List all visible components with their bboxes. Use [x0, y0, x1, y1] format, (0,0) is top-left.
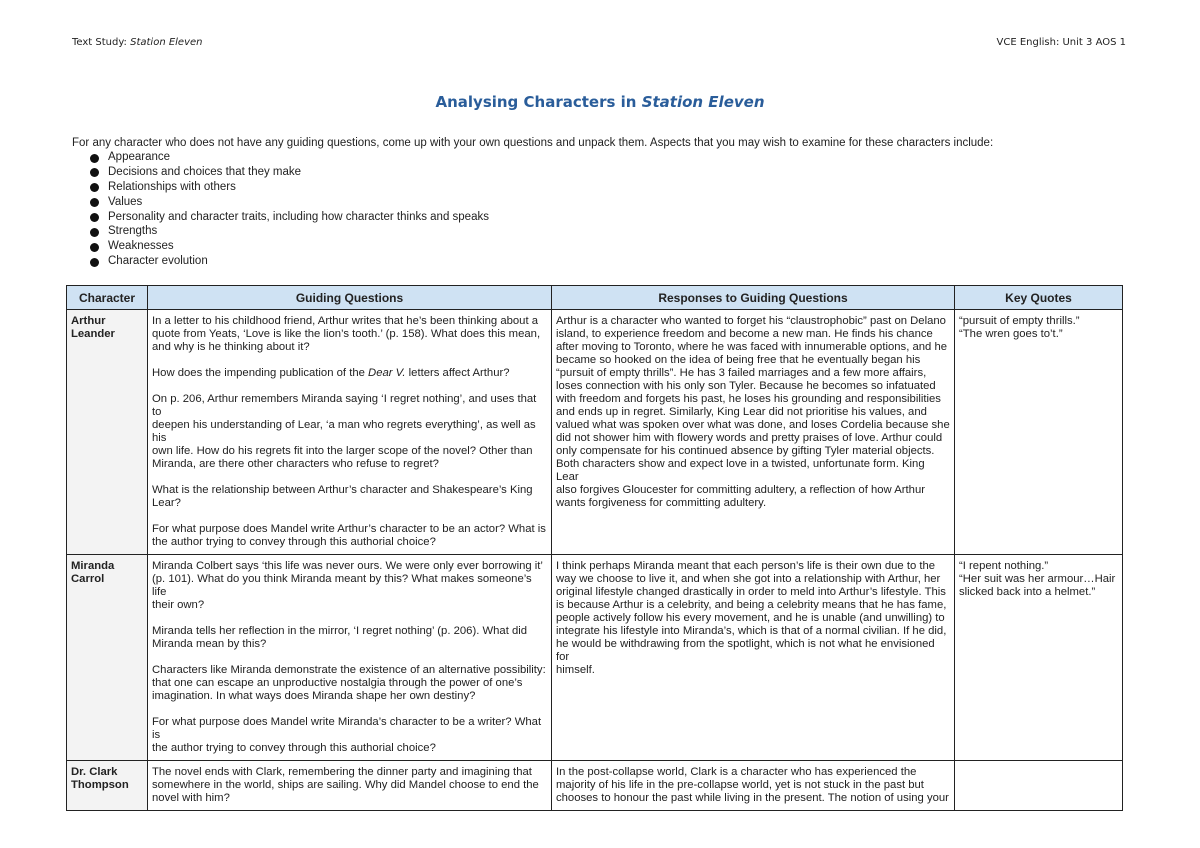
list-item — [90, 210, 489, 225]
guiding-question: For what purpose does Mandel write Miranda’s character to be a writer? What is the author trying to convey through this authorial choice? — [152, 716, 542, 754]
guiding-question: Miranda tells her reflection in the mirror, ‘I regret nothing’ (p. 206). What did Miranda mean by this? — [152, 625, 528, 650]
guiding-question: In a letter to his childhood friend, Arthur writes that he’s been thinking about a quote from Yeats, ‘Love is like the lion’s tooth.’ (p. 158). What does this mean, and why is he thinking about it? — [152, 315, 541, 353]
list-item — [90, 195, 489, 210]
bullet-icon — [90, 213, 99, 222]
bullet-icon — [90, 243, 99, 252]
column-header-character: Character — [67, 286, 148, 310]
table-row — [67, 761, 1123, 811]
title-prefix: Analysing Characters in — [435, 93, 642, 111]
list-item — [90, 165, 489, 180]
table-row — [67, 555, 1123, 761]
table-header-row — [67, 286, 1123, 310]
list-item — [90, 224, 489, 239]
bullet-icon — [90, 183, 99, 192]
list-item — [90, 150, 489, 165]
character-name-cell: Miranda Carrol — [67, 555, 148, 761]
aspect-label: Relationships with others — [108, 180, 236, 193]
aspect-label: Values — [108, 195, 143, 208]
guiding-question: On p. 206, Arthur remembers Miranda saying ‘I regret nothing’, and uses that to deepen his understanding of Lear, ‘a man who regrets everything’, as well as his own life. How do his regrets fit into the larger scope of the novel? Other than Miranda, are there other characters who refuse to regret? — [152, 393, 537, 470]
guiding-question: What is the relationship between Arthur’s character and Shakespeare’s King Lear? — [152, 484, 533, 509]
guiding-question: For what purpose does Mandel write Arthur’s character to be an actor? What is the author trying to convey through this authorial choice? — [152, 523, 546, 548]
aspect-label: Personality and character traits, including how character thinks and speaks — [108, 210, 489, 223]
key-quotes-cell: “pursuit of empty thrills.” “The wren goes to’t.” — [955, 310, 1123, 555]
column-header-key-quotes: Key Quotes — [955, 286, 1123, 310]
character-name-cell: Arthur Leander — [67, 310, 148, 555]
character-name-cell: Dr. Clark Thompson — [67, 761, 148, 811]
characters-table — [66, 285, 1123, 811]
bullet-icon — [90, 154, 99, 163]
response-cell: Arthur is a character who wanted to forget his “claustrophobic” past on Delano island, to experience freedom and become a new man. He finds his chance after moving to Toronto, where he was faced with innumerable options, and he became so hooked on the idea of being free that he eventually began his “pursuit of empty thrills”. He has 3 failed marriages and a few more affairs, loses connection with his only son Tyler. Because he becomes so infatuated with freedom and forgets his past, he loses his grounding and responsibilities and ends up in regret. Similarly, King Lear did not prioritise his values, and valued what was spoken over what was done, and loses Cordelia because she did not shower him with flowery words and pretty praises of love. Arthur could only compensate for his continued absence by gifting Tyler material objects. Both characters show and expect love in a twisted, unfortunate form. King Lear also forgives Gloucester for committing adultery, a reflection of how Arthur wants forgiveness for committing adultery. — [552, 310, 955, 555]
list-item — [90, 239, 489, 254]
header-left — [72, 37, 203, 48]
key-quotes-cell: “I repent nothing.” “Her suit was her armour…Hair slicked back into a helmet.” — [955, 555, 1123, 761]
aspect-label: Character evolution — [108, 255, 208, 268]
bullet-icon — [90, 258, 99, 267]
title-book: Station Eleven — [641, 93, 765, 111]
list-item — [90, 254, 489, 269]
bullet-icon — [90, 168, 99, 177]
header-right: VCE English: Unit 3 AOS 1 — [996, 37, 1126, 48]
aspect-label: Strengths — [108, 225, 158, 238]
intro-paragraph: For any character who does not have any guiding questions, come up with your own questions and unpack them. Aspects that you may wish to examine for these characters include: — [72, 137, 994, 149]
guiding-questions-cell — [148, 555, 552, 761]
bullet-icon — [90, 198, 99, 207]
aspect-label: Weaknesses — [108, 240, 174, 253]
response-cell: In the post-collapse world, Clark is a character who has experienced the majority of his life in the pre-collapse world, yet is not stuck in the past but chooses to honour the past while living in the present. The notion of using your — [552, 761, 955, 811]
column-header-responses: Responses to Guiding Questions — [552, 286, 955, 310]
table-row — [67, 310, 1123, 555]
guiding-question: How does the impending publication of the Dear V. letters affect Arthur? — [152, 367, 510, 379]
aspects-list — [90, 150, 489, 269]
guiding-question: Characters like Miranda demonstrate the existence of an alternative possibility: that one can escape an unproductive nostalgia through the power of one’s imagination. In what ways does Miranda shape her own destiny? — [152, 664, 546, 702]
header-course-label: Text Study: — [72, 37, 131, 48]
guiding-questions-cell — [148, 761, 552, 811]
key-quotes-cell — [955, 761, 1123, 811]
aspect-label: Decisions and choices that they make — [108, 165, 302, 178]
list-item — [90, 180, 489, 195]
guiding-question: Miranda Colbert says ‘this life was never ours. We were only ever borrowing it’ (p. 101). What do you think Miranda meant by this? What makes someone’s life their own? — [152, 560, 543, 611]
column-header-guiding-questions: Guiding Questions — [148, 286, 552, 310]
header-book-title: Station Eleven — [130, 37, 203, 48]
bullet-icon — [90, 228, 99, 237]
aspect-label: Appearance — [108, 151, 171, 163]
guiding-question: The novel ends with Clark, remembering the dinner party and imagining that somewhere in the world, ships are sailing. Why did Mandel choose to end the novel with him? — [152, 766, 539, 804]
guiding-questions-cell — [148, 310, 552, 555]
page-title — [0, 93, 1200, 111]
response-cell: I think perhaps Miranda meant that each person’s life is their own due to the way we choose to live it, and when she got into a relationship with Arthur, her original lifestyle changed drastically in order to meld into Arthur’s lifestyle. This is because Arthur is a celebrity, and being a celebrity means that he has fame, people actively follow his every movement, and he is unable (and unwilling) to integrate his lifestyle into Miranda’s, which is that of a normal civilian. If he did, he would be withdrawing from the spotlight, which is not what he envisioned for himself. — [552, 555, 955, 761]
